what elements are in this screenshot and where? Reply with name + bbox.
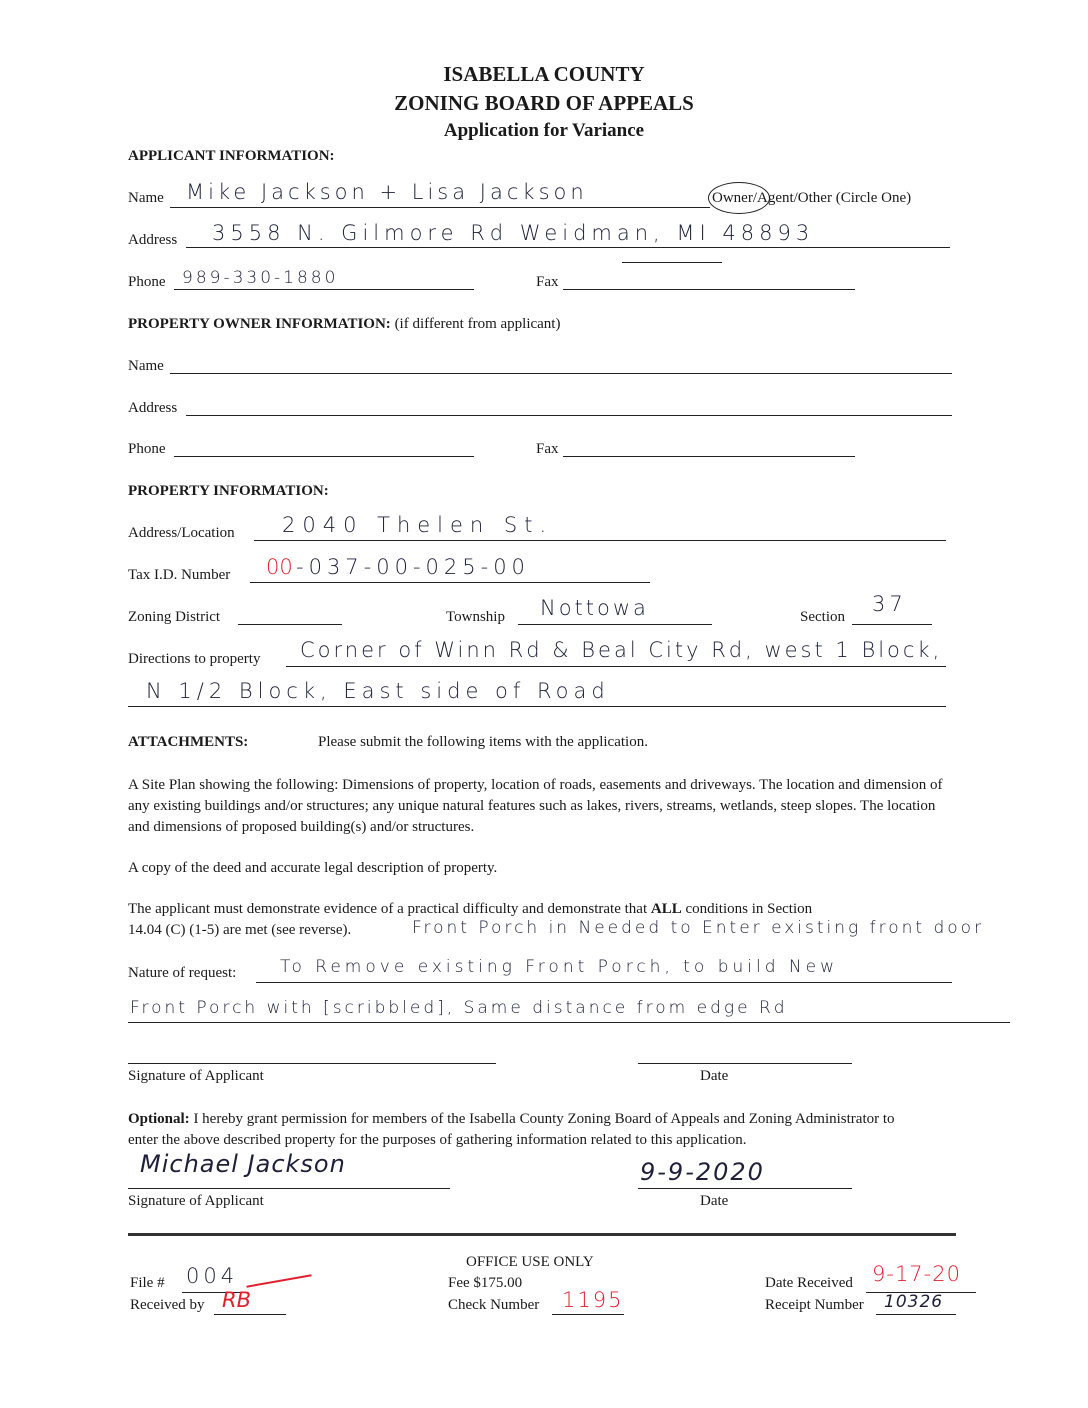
applicant-phone-field[interactable]: 989-330-1880 xyxy=(182,268,339,288)
owner-section-title: PROPERTY OWNER INFORMATION: xyxy=(128,316,391,332)
property-address-field[interactable]: 2040 Thelen St. xyxy=(282,513,554,537)
form-title-application: Application for Variance xyxy=(443,120,645,141)
office-use-title: OFFICE USE ONLY xyxy=(466,1254,594,1270)
date-line-2 xyxy=(638,1188,852,1189)
received-by-line xyxy=(214,1314,286,1315)
file-number-field[interactable]: 004 xyxy=(186,1264,239,1288)
signature-line-2 xyxy=(128,1188,450,1189)
date-received-label: Date Received xyxy=(765,1275,853,1291)
applicant-phone-label: Phone xyxy=(128,274,166,290)
township-field[interactable]: Nottowa xyxy=(540,596,649,620)
attachments-intro: Please submit the following items with the application. xyxy=(318,734,648,750)
site-plan-requirement: A Site Plan showing the following: Dimensions of property, location of roads, easements and driveways. The location and dimension of any existing buildings and/or structures; any unique natural features such as lakes, rivers, streams, wetlands, steep slopes. The location and dimensions of proposed building(s) and/or structures. xyxy=(128,777,943,835)
difficulty-text-prefix: The applicant must demonstrate evidence of a practical difficulty and demonstrate that xyxy=(128,901,651,917)
owner-name-label: Name xyxy=(128,358,164,374)
directions-label: Directions to property xyxy=(128,651,261,667)
owner-address-label: Address xyxy=(128,400,178,416)
optional-body: I hereby grant permission for members of the Isabella County Zoning Board of Appeals and Zoning Administrator to enter the above described property for the purposes of gathering information related to this application. xyxy=(128,1111,895,1148)
applicant-address-field[interactable]: 3558 N. Gilmore Rd Weidman, MI 48893 xyxy=(212,221,815,245)
receipt-number-label: Receipt Number xyxy=(765,1297,864,1313)
section-label: Section xyxy=(800,609,845,625)
attachments-title: ATTACHMENTS: xyxy=(128,734,249,750)
applicant-address-label: Address xyxy=(128,232,178,248)
applicant-phone-line xyxy=(174,289,474,290)
taxid-prefix-corrected: 00 xyxy=(266,555,293,579)
owner-address-field[interactable] xyxy=(186,415,952,416)
optional-permission-text xyxy=(128,1109,918,1151)
signature-label-2: Signature of Applicant xyxy=(128,1193,264,1209)
difficulty-section-ref: 14.04 (C) (1-5) are met (see reverse). xyxy=(128,922,352,938)
difficulty-text-bold: ALL xyxy=(650,901,682,917)
owner-section-note: (if different from applicant) xyxy=(394,316,561,332)
applicant-fax-label: Fax xyxy=(536,274,559,290)
difficulty-text-suffix: conditions in Section xyxy=(681,901,813,917)
section-field[interactable]: 37 xyxy=(872,592,907,616)
directions-line-1 xyxy=(286,666,946,667)
property-address-label: Address/Location xyxy=(128,525,235,541)
date-field-2[interactable]: 9-9-2020 xyxy=(640,1158,765,1186)
difficulty-handwritten-field[interactable]: Front Porch in Needed to Enter existing front door xyxy=(412,918,985,938)
section-property-info: PROPERTY INFORMATION: xyxy=(128,483,329,499)
applicant-name-field[interactable]: Mike Jackson + Lisa Jackson xyxy=(186,180,588,204)
deed-requirement: A copy of the deed and accurate legal description of property. xyxy=(128,860,498,876)
role-circle-owner[interactable] xyxy=(708,182,770,214)
received-by-field[interactable]: RB xyxy=(222,1288,251,1312)
zoning-district-field[interactable] xyxy=(238,624,342,625)
check-number-field[interactable]: 1195 xyxy=(562,1288,624,1312)
date-label-1: Date xyxy=(700,1068,729,1084)
date-label-2: Date xyxy=(700,1193,729,1209)
property-address-line xyxy=(254,540,946,541)
check-number-label: Check Number xyxy=(448,1297,540,1313)
form-title-board: ZONING BOARD OF APPEALS xyxy=(394,91,694,115)
check-number-line xyxy=(552,1314,624,1315)
signature-field-2[interactable]: Michael Jackson xyxy=(140,1150,346,1178)
request-line-1 xyxy=(256,982,952,983)
applicant-name-line xyxy=(170,207,710,208)
taxid-line xyxy=(250,582,650,583)
owner-fax-label: Fax xyxy=(536,441,559,457)
applicant-address-line xyxy=(186,247,950,248)
section-owner-info xyxy=(128,316,560,333)
directions-field-line1[interactable]: Corner of Winn Rd & Beal City Rd, west 1 Block, xyxy=(300,638,943,662)
request-field-line2[interactable]: Front Porch with [scribbled], Same distance from edge Rd xyxy=(130,998,788,1018)
initials-flourish xyxy=(246,1274,311,1287)
date-line-1[interactable] xyxy=(638,1063,852,1064)
zoning-district-label: Zoning District xyxy=(128,609,221,625)
nature-of-request-label: Nature of request: xyxy=(128,965,237,981)
owner-fax-field[interactable] xyxy=(563,456,855,457)
directions-field-line2[interactable]: N 1/2 Block, East side of Road xyxy=(146,679,610,703)
difficulty-statement xyxy=(128,901,812,918)
file-number-label: File # xyxy=(130,1275,165,1291)
owner-phone-field[interactable] xyxy=(174,456,474,457)
applicant-role-options: Owner/Agent/Other (Circle One) xyxy=(712,190,912,206)
address-underline-mark xyxy=(622,262,722,263)
township-line xyxy=(518,624,712,625)
form-title-county: ISABELLA COUNTY xyxy=(443,62,645,86)
section-applicant-info: APPLICANT INFORMATION: xyxy=(128,148,335,164)
applicant-fax-field[interactable] xyxy=(563,289,855,290)
applicant-name-label: Name xyxy=(128,190,164,206)
taxid-field[interactable]: -037-00-025-00 xyxy=(296,555,530,579)
optional-bold: Optional: xyxy=(128,1111,190,1127)
received-by-label: Received by xyxy=(130,1297,205,1313)
office-divider xyxy=(128,1233,956,1236)
fee-label: Fee $175.00 xyxy=(448,1275,523,1291)
signature-line-1[interactable] xyxy=(128,1063,496,1064)
directions-line-2 xyxy=(128,706,946,707)
date-received-field[interactable]: 9-17-20 xyxy=(872,1262,961,1286)
owner-phone-label: Phone xyxy=(128,441,166,457)
owner-name-field[interactable] xyxy=(170,373,952,374)
receipt-number-line xyxy=(876,1314,956,1315)
township-label: Township xyxy=(446,609,505,625)
receipt-number-field[interactable]: 10326 xyxy=(884,1292,944,1312)
request-field-line1[interactable]: To Remove existing Front Porch, to build New xyxy=(280,957,839,977)
signature-label-1: Signature of Applicant xyxy=(128,1068,264,1084)
section-line xyxy=(852,624,932,625)
taxid-label: Tax I.D. Number xyxy=(128,567,231,583)
request-line-2 xyxy=(128,1022,1010,1023)
